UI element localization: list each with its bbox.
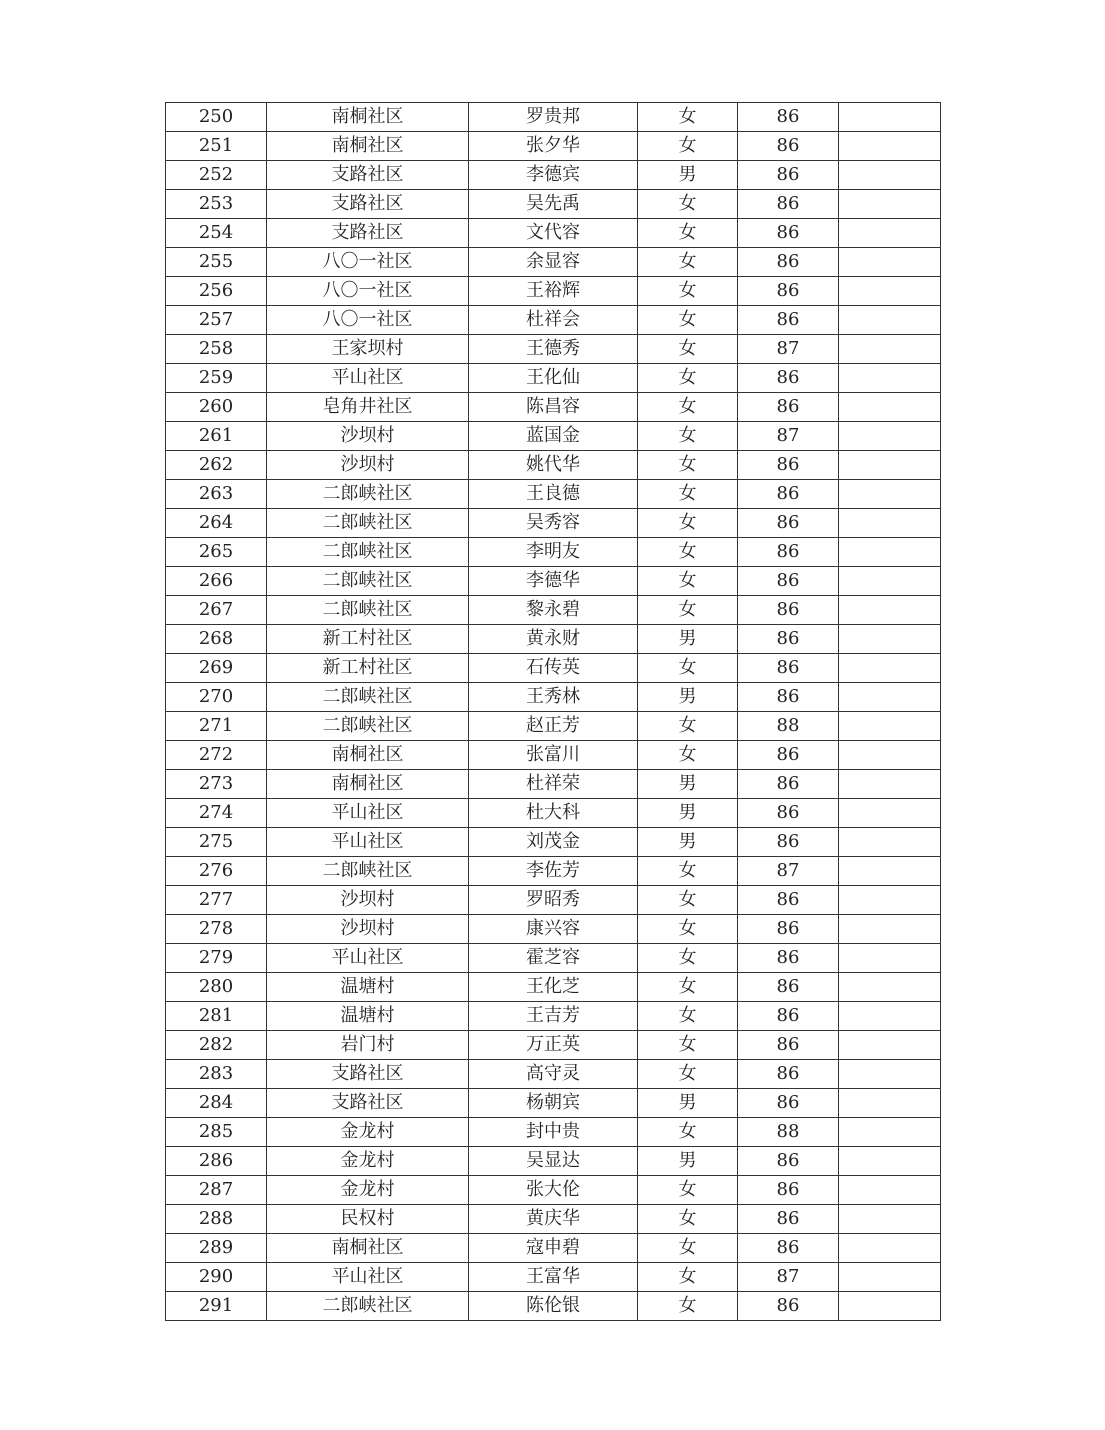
name-cell: 王富华 — [469, 1263, 638, 1292]
name-cell: 杜大科 — [469, 799, 638, 828]
table-row — [166, 1263, 941, 1292]
name-cell: 张夕华 — [469, 132, 638, 161]
table-row — [166, 1234, 941, 1263]
row-number-cell: 270 — [166, 683, 267, 712]
note-cell — [839, 567, 941, 596]
name-cell: 康兴容 — [469, 915, 638, 944]
community-cell: 沙坝村 — [267, 886, 469, 915]
sex-cell: 女 — [638, 712, 738, 741]
table-row — [166, 1176, 941, 1205]
community-cell: 支路社区 — [267, 1060, 469, 1089]
row-number-cell: 257 — [166, 306, 267, 335]
note-cell — [839, 712, 941, 741]
age-cell: 87 — [738, 1263, 839, 1292]
name-cell: 吴显达 — [469, 1147, 638, 1176]
row-number-cell: 255 — [166, 248, 267, 277]
sex-cell: 女 — [638, 1263, 738, 1292]
sex-cell: 女 — [638, 741, 738, 770]
sex-cell: 女 — [638, 306, 738, 335]
row-number-cell: 275 — [166, 828, 267, 857]
name-cell: 王化仙 — [469, 364, 638, 393]
sex-cell: 女 — [638, 1205, 738, 1234]
name-cell: 杨朝宾 — [469, 1089, 638, 1118]
note-cell — [839, 683, 941, 712]
note-cell — [839, 1031, 941, 1060]
note-cell — [839, 915, 941, 944]
table-row — [166, 828, 941, 857]
note-cell — [839, 538, 941, 567]
sex-cell: 女 — [638, 1060, 738, 1089]
note-cell — [839, 857, 941, 886]
row-number-cell: 286 — [166, 1147, 267, 1176]
table-row — [166, 161, 941, 190]
community-cell: 新工村社区 — [267, 625, 469, 654]
sex-cell: 女 — [638, 335, 738, 364]
table-row — [166, 857, 941, 886]
note-cell — [839, 944, 941, 973]
row-number-cell: 271 — [166, 712, 267, 741]
note-cell — [839, 1263, 941, 1292]
community-cell: 平山社区 — [267, 828, 469, 857]
community-cell: 八〇一社区 — [267, 248, 469, 277]
community-cell: 二郎峡社区 — [267, 857, 469, 886]
name-cell: 余显容 — [469, 248, 638, 277]
age-cell: 86 — [738, 538, 839, 567]
name-cell: 王良德 — [469, 480, 638, 509]
name-cell: 张富川 — [469, 741, 638, 770]
row-number-cell: 261 — [166, 422, 267, 451]
table-row — [166, 1147, 941, 1176]
name-cell: 蓝国金 — [469, 422, 638, 451]
community-cell: 金龙村 — [267, 1176, 469, 1205]
name-cell: 高守灵 — [469, 1060, 638, 1089]
note-cell — [839, 886, 941, 915]
community-cell: 二郎峡社区 — [267, 712, 469, 741]
sex-cell: 女 — [638, 596, 738, 625]
sex-cell: 女 — [638, 451, 738, 480]
row-number-cell: 283 — [166, 1060, 267, 1089]
row-number-cell: 260 — [166, 393, 267, 422]
table-row — [166, 306, 941, 335]
row-number-cell: 268 — [166, 625, 267, 654]
note-cell — [839, 1234, 941, 1263]
table-row — [166, 1060, 941, 1089]
community-cell: 二郎峡社区 — [267, 683, 469, 712]
row-number-cell: 290 — [166, 1263, 267, 1292]
age-cell: 86 — [738, 654, 839, 683]
sex-cell: 女 — [638, 103, 738, 132]
row-number-cell: 273 — [166, 770, 267, 799]
row-number-cell: 279 — [166, 944, 267, 973]
table-row — [166, 1089, 941, 1118]
table-row — [166, 132, 941, 161]
sex-cell: 女 — [638, 915, 738, 944]
name-cell: 张大伦 — [469, 1176, 638, 1205]
community-cell: 二郎峡社区 — [267, 538, 469, 567]
sex-cell: 女 — [638, 480, 738, 509]
note-cell — [839, 422, 941, 451]
note-cell — [839, 335, 941, 364]
row-number-cell: 259 — [166, 364, 267, 393]
sex-cell: 女 — [638, 857, 738, 886]
name-cell: 姚代华 — [469, 451, 638, 480]
row-number-cell: 277 — [166, 886, 267, 915]
community-cell: 支路社区 — [267, 1089, 469, 1118]
name-cell: 王裕辉 — [469, 277, 638, 306]
sex-cell: 男 — [638, 828, 738, 857]
note-cell — [839, 480, 941, 509]
name-cell: 刘茂金 — [469, 828, 638, 857]
table-row — [166, 973, 941, 1002]
age-cell: 86 — [738, 944, 839, 973]
note-cell — [839, 1089, 941, 1118]
community-cell: 王家坝村 — [267, 335, 469, 364]
community-cell: 支路社区 — [267, 161, 469, 190]
community-cell: 岩门村 — [267, 1031, 469, 1060]
note-cell — [839, 1205, 941, 1234]
table-row — [166, 1031, 941, 1060]
table-row — [166, 596, 941, 625]
age-cell: 86 — [738, 161, 839, 190]
name-cell: 吴秀容 — [469, 509, 638, 538]
sex-cell: 男 — [638, 625, 738, 654]
row-number-cell: 254 — [166, 219, 267, 248]
community-cell: 沙坝村 — [267, 451, 469, 480]
row-number-cell: 262 — [166, 451, 267, 480]
row-number-cell: 284 — [166, 1089, 267, 1118]
table-row — [166, 1205, 941, 1234]
community-cell: 二郎峡社区 — [267, 480, 469, 509]
sex-cell: 女 — [638, 422, 738, 451]
table-row — [166, 712, 941, 741]
note-cell — [839, 1292, 941, 1321]
name-cell: 寇申碧 — [469, 1234, 638, 1263]
table-row — [166, 567, 941, 596]
age-cell: 86 — [738, 364, 839, 393]
table-row — [166, 1002, 941, 1031]
sex-cell: 女 — [638, 132, 738, 161]
age-cell: 86 — [738, 219, 839, 248]
age-cell: 86 — [738, 828, 839, 857]
note-cell — [839, 103, 941, 132]
table-row — [166, 103, 941, 132]
community-cell: 南桐社区 — [267, 1234, 469, 1263]
name-cell: 石传英 — [469, 654, 638, 683]
community-cell: 八〇一社区 — [267, 306, 469, 335]
row-number-cell: 281 — [166, 1002, 267, 1031]
row-number-cell: 267 — [166, 596, 267, 625]
row-number-cell: 266 — [166, 567, 267, 596]
table-row — [166, 248, 941, 277]
age-cell: 86 — [738, 451, 839, 480]
row-number-cell: 252 — [166, 161, 267, 190]
row-number-cell: 253 — [166, 190, 267, 219]
community-cell: 二郎峡社区 — [267, 509, 469, 538]
age-cell: 88 — [738, 1118, 839, 1147]
note-cell — [839, 161, 941, 190]
row-number-cell: 250 — [166, 103, 267, 132]
sex-cell: 女 — [638, 190, 738, 219]
community-cell: 金龙村 — [267, 1147, 469, 1176]
note-cell — [839, 132, 941, 161]
age-cell: 86 — [738, 625, 839, 654]
note-cell — [839, 306, 941, 335]
row-number-cell: 272 — [166, 741, 267, 770]
row-number-cell: 289 — [166, 1234, 267, 1263]
age-cell: 86 — [738, 683, 839, 712]
age-cell: 86 — [738, 1292, 839, 1321]
table-row — [166, 886, 941, 915]
age-cell: 87 — [738, 857, 839, 886]
row-number-cell: 258 — [166, 335, 267, 364]
row-number-cell: 265 — [166, 538, 267, 567]
sex-cell: 女 — [638, 393, 738, 422]
note-cell — [839, 973, 941, 1002]
name-cell: 文代容 — [469, 219, 638, 248]
age-cell: 86 — [738, 1234, 839, 1263]
table-row — [166, 393, 941, 422]
sex-cell: 女 — [638, 509, 738, 538]
name-cell: 黎永碧 — [469, 596, 638, 625]
name-cell: 王秀林 — [469, 683, 638, 712]
table-row — [166, 451, 941, 480]
community-cell: 皂角井社区 — [267, 393, 469, 422]
age-cell: 86 — [738, 1060, 839, 1089]
age-cell: 86 — [738, 103, 839, 132]
table-row — [166, 770, 941, 799]
note-cell — [839, 190, 941, 219]
name-cell: 罗昭秀 — [469, 886, 638, 915]
age-cell: 87 — [738, 422, 839, 451]
sex-cell: 女 — [638, 567, 738, 596]
row-number-cell: 278 — [166, 915, 267, 944]
community-cell: 八〇一社区 — [267, 277, 469, 306]
age-cell: 86 — [738, 509, 839, 538]
age-cell: 86 — [738, 741, 839, 770]
sex-cell: 女 — [638, 1292, 738, 1321]
note-cell — [839, 799, 941, 828]
age-cell: 86 — [738, 567, 839, 596]
table-row — [166, 219, 941, 248]
note-cell — [839, 741, 941, 770]
sex-cell: 女 — [638, 1002, 738, 1031]
age-cell: 86 — [738, 1089, 839, 1118]
note-cell — [839, 1002, 941, 1031]
age-cell: 86 — [738, 1205, 839, 1234]
name-cell: 杜祥荣 — [469, 770, 638, 799]
row-number-cell: 256 — [166, 277, 267, 306]
row-number-cell: 274 — [166, 799, 267, 828]
age-cell: 86 — [738, 1031, 839, 1060]
age-cell: 86 — [738, 306, 839, 335]
note-cell — [839, 364, 941, 393]
name-cell: 霍芝容 — [469, 944, 638, 973]
table-row — [166, 944, 941, 973]
community-cell: 二郎峡社区 — [267, 596, 469, 625]
name-cell: 李明友 — [469, 538, 638, 567]
age-cell: 86 — [738, 393, 839, 422]
community-cell: 南桐社区 — [267, 741, 469, 770]
sex-cell: 男 — [638, 770, 738, 799]
table-row — [166, 683, 941, 712]
sex-cell: 女 — [638, 248, 738, 277]
note-cell — [839, 1118, 941, 1147]
community-cell: 南桐社区 — [267, 103, 469, 132]
community-cell: 支路社区 — [267, 190, 469, 219]
note-cell — [839, 1060, 941, 1089]
sex-cell: 女 — [638, 277, 738, 306]
age-cell: 86 — [738, 277, 839, 306]
age-cell: 86 — [738, 770, 839, 799]
sex-cell: 男 — [638, 161, 738, 190]
sex-cell: 男 — [638, 1089, 738, 1118]
table-row — [166, 625, 941, 654]
age-cell: 86 — [738, 1147, 839, 1176]
row-number-cell: 287 — [166, 1176, 267, 1205]
row-number-cell: 288 — [166, 1205, 267, 1234]
row-number-cell: 285 — [166, 1118, 267, 1147]
community-cell: 南桐社区 — [267, 132, 469, 161]
sex-cell: 女 — [638, 1118, 738, 1147]
row-number-cell: 263 — [166, 480, 267, 509]
note-cell — [839, 509, 941, 538]
sex-cell: 女 — [638, 1031, 738, 1060]
note-cell — [839, 770, 941, 799]
name-cell: 赵正芳 — [469, 712, 638, 741]
age-cell: 86 — [738, 190, 839, 219]
sex-cell: 男 — [638, 1147, 738, 1176]
note-cell — [839, 219, 941, 248]
name-cell: 李佐芳 — [469, 857, 638, 886]
sex-cell: 女 — [638, 219, 738, 248]
note-cell — [839, 654, 941, 683]
name-cell: 罗贵邦 — [469, 103, 638, 132]
row-number-cell: 282 — [166, 1031, 267, 1060]
row-number-cell: 264 — [166, 509, 267, 538]
community-cell: 二郎峡社区 — [267, 567, 469, 596]
age-cell: 86 — [738, 1176, 839, 1205]
age-cell: 86 — [738, 973, 839, 1002]
sex-cell: 女 — [638, 1234, 738, 1263]
note-cell — [839, 277, 941, 306]
community-cell: 二郎峡社区 — [267, 1292, 469, 1321]
name-cell: 陈昌容 — [469, 393, 638, 422]
row-number-cell: 269 — [166, 654, 267, 683]
note-cell — [839, 625, 941, 654]
table-row — [166, 277, 941, 306]
community-cell: 沙坝村 — [267, 422, 469, 451]
sex-cell: 女 — [638, 973, 738, 1002]
community-cell: 新工村社区 — [267, 654, 469, 683]
sex-cell: 女 — [638, 1176, 738, 1205]
community-cell: 平山社区 — [267, 799, 469, 828]
name-cell: 万正英 — [469, 1031, 638, 1060]
table-row — [166, 480, 941, 509]
age-cell: 88 — [738, 712, 839, 741]
community-cell: 民权村 — [267, 1205, 469, 1234]
sex-cell: 女 — [638, 944, 738, 973]
note-cell — [839, 451, 941, 480]
note-cell — [839, 393, 941, 422]
age-cell: 87 — [738, 335, 839, 364]
note-cell — [839, 248, 941, 277]
note-cell — [839, 1176, 941, 1205]
note-cell — [839, 828, 941, 857]
name-cell: 李德华 — [469, 567, 638, 596]
community-cell: 平山社区 — [267, 1263, 469, 1292]
table-row — [166, 741, 941, 770]
name-cell: 王化芝 — [469, 973, 638, 1002]
community-cell: 南桐社区 — [267, 770, 469, 799]
sex-cell: 女 — [638, 654, 738, 683]
sex-cell: 男 — [638, 799, 738, 828]
age-cell: 86 — [738, 248, 839, 277]
table-row — [166, 538, 941, 567]
table-row — [166, 1118, 941, 1147]
age-cell: 86 — [738, 886, 839, 915]
roster-table — [165, 102, 941, 1321]
row-number-cell: 291 — [166, 1292, 267, 1321]
community-cell: 金龙村 — [267, 1118, 469, 1147]
row-number-cell: 280 — [166, 973, 267, 1002]
community-cell: 支路社区 — [267, 219, 469, 248]
name-cell: 封中贵 — [469, 1118, 638, 1147]
table-row — [166, 1292, 941, 1321]
age-cell: 86 — [738, 799, 839, 828]
name-cell: 陈伦银 — [469, 1292, 638, 1321]
sex-cell: 男 — [638, 683, 738, 712]
name-cell: 李德宾 — [469, 161, 638, 190]
name-cell: 杜祥会 — [469, 306, 638, 335]
community-cell: 温塘村 — [267, 973, 469, 1002]
row-number-cell: 251 — [166, 132, 267, 161]
roster-table-body — [166, 103, 941, 1321]
note-cell — [839, 596, 941, 625]
name-cell: 吴先禹 — [469, 190, 638, 219]
sex-cell: 女 — [638, 886, 738, 915]
age-cell: 86 — [738, 132, 839, 161]
note-cell — [839, 1147, 941, 1176]
table-row — [166, 654, 941, 683]
name-cell: 黄永财 — [469, 625, 638, 654]
table-row — [166, 190, 941, 219]
age-cell: 86 — [738, 1002, 839, 1031]
name-cell: 王吉芳 — [469, 1002, 638, 1031]
name-cell: 黄庆华 — [469, 1205, 638, 1234]
community-cell: 温塘村 — [267, 1002, 469, 1031]
sex-cell: 女 — [638, 538, 738, 567]
table-row — [166, 915, 941, 944]
age-cell: 86 — [738, 480, 839, 509]
age-cell: 86 — [738, 596, 839, 625]
community-cell: 平山社区 — [267, 364, 469, 393]
age-cell: 86 — [738, 915, 839, 944]
table-row — [166, 364, 941, 393]
name-cell: 王德秀 — [469, 335, 638, 364]
sex-cell: 女 — [638, 364, 738, 393]
table-row — [166, 422, 941, 451]
table-row — [166, 509, 941, 538]
community-cell: 平山社区 — [267, 944, 469, 973]
community-cell: 沙坝村 — [267, 915, 469, 944]
table-row — [166, 335, 941, 364]
row-number-cell: 276 — [166, 857, 267, 886]
table-row — [166, 799, 941, 828]
